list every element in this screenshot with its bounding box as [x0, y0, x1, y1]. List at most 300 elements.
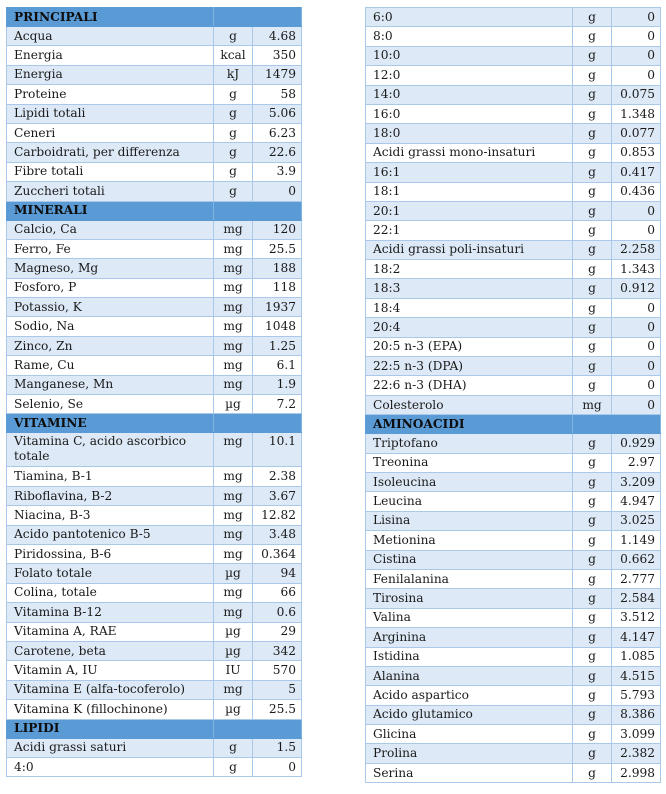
nutrient-name: Niacina, B-3	[7, 506, 214, 525]
nutrient-name: Arginina	[366, 628, 573, 647]
nutrient-unit: g	[573, 46, 612, 65]
nutrient-unit: µg	[214, 395, 253, 414]
nutrient-row	[366, 182, 661, 201]
nutrient-value: 0	[253, 182, 302, 201]
nutrient-unit: mg	[214, 375, 253, 394]
section-title: AMINOACIDI	[366, 415, 573, 434]
nutrient-value: 3.48	[253, 525, 302, 544]
nutrient-value: 4.515	[612, 666, 661, 685]
nutrient-row	[7, 162, 302, 181]
nutrient-name: Valina	[366, 608, 573, 627]
nutrient-value: 0.075	[612, 85, 661, 104]
nutrient-unit: g	[214, 738, 253, 757]
nutrient-value: 58	[253, 85, 302, 104]
nutrient-name: Calcio, Ca	[7, 220, 214, 239]
nutrient-value: 3.512	[612, 608, 661, 627]
nutrient-name: Acidi grassi saturi	[7, 738, 214, 757]
nutrient-unit: g	[573, 569, 612, 588]
nutrient-value: 0.662	[612, 550, 661, 569]
nutrient-name: Lisina	[366, 511, 573, 530]
nutrient-unit: g	[573, 163, 612, 182]
nutrient-name: Carotene, beta	[7, 641, 214, 660]
section-header-blank	[573, 415, 661, 434]
nutrient-row	[366, 628, 661, 647]
nutrient-value: 0	[612, 27, 661, 46]
nutrient-unit: g	[214, 123, 253, 142]
nutrient-row	[366, 8, 661, 27]
nutrient-row	[7, 375, 302, 394]
nutrient-row	[366, 569, 661, 588]
nutrient-value: 0.912	[612, 279, 661, 298]
nutrient-name: Vitamina K (fillochinone)	[7, 700, 214, 719]
nutrient-value: 1.343	[612, 260, 661, 279]
nutrient-row	[7, 680, 302, 699]
nutrient-value: 118	[253, 278, 302, 297]
nutrient-value: 0	[612, 357, 661, 376]
nutrient-value: 0	[612, 337, 661, 356]
nutrient-value: 0	[612, 395, 661, 414]
nutrient-name: 12:0	[366, 66, 573, 85]
nutrient-value: 6.23	[253, 123, 302, 142]
nutrient-value: 0	[612, 201, 661, 220]
nutrient-row	[7, 738, 302, 757]
nutrient-unit: g	[573, 8, 612, 27]
nutrient-row	[366, 725, 661, 744]
nutrient-unit: mg	[214, 298, 253, 317]
nutrient-row	[7, 506, 302, 525]
nutrient-value: 0	[612, 376, 661, 395]
nutrient-value: 1048	[253, 317, 302, 336]
nutrient-name: Ferro, Fe	[7, 239, 214, 258]
nutrient-value: 4.68	[253, 27, 302, 46]
nutrient-value: 22.6	[253, 143, 302, 162]
nutrient-row	[7, 622, 302, 641]
section-header-blank	[214, 414, 302, 433]
section-title: MINERALI	[7, 201, 214, 220]
nutrient-row	[7, 65, 302, 84]
nutrient-unit: g	[214, 143, 253, 162]
nutrient-value: 0	[612, 66, 661, 85]
nutrient-row	[366, 395, 661, 414]
nutrient-name: Piridossina, B-6	[7, 544, 214, 563]
nutrient-row	[7, 757, 302, 776]
nutrient-row	[7, 46, 302, 65]
nutrient-unit: µg	[214, 622, 253, 641]
nutrient-name: Sodio, Na	[7, 317, 214, 336]
nutrient-name: Colesterolo	[366, 395, 573, 414]
nutrient-row	[7, 467, 302, 486]
nutrient-unit: mg	[214, 239, 253, 258]
nutrient-unit: g	[214, 162, 253, 181]
nutrient-name: Manganese, Mn	[7, 375, 214, 394]
nutrient-row	[7, 182, 302, 201]
nutrient-name: Ceneri	[7, 123, 214, 142]
nutrient-name: 18:0	[366, 124, 573, 143]
nutrient-row	[7, 356, 302, 375]
nutrient-value: 3.209	[612, 472, 661, 491]
nutrient-row	[7, 603, 302, 622]
nutrient-name: 8:0	[366, 27, 573, 46]
nutrient-value: 25.5	[253, 700, 302, 719]
nutrient-unit: g	[573, 85, 612, 104]
section-header	[7, 8, 302, 27]
nutrient-row	[366, 453, 661, 472]
nutrient-unit: g	[573, 337, 612, 356]
section-title: LIPIDI	[7, 719, 214, 738]
nutrient-value: 1937	[253, 298, 302, 317]
nutrient-row	[7, 583, 302, 602]
nutrient-name: 18:3	[366, 279, 573, 298]
nutrient-name: Folato totale	[7, 564, 214, 583]
nutrient-name: Cistina	[366, 550, 573, 569]
section-title: PRINCIPALI	[7, 8, 214, 27]
nutrient-unit: g	[573, 550, 612, 569]
nutrient-name: Selenio, Se	[7, 395, 214, 414]
nutrient-unit: g	[573, 143, 612, 162]
nutrient-name: Fibre totali	[7, 162, 214, 181]
nutrient-row	[366, 744, 661, 763]
nutrient-name: Fosforo, P	[7, 278, 214, 297]
nutrient-unit: µg	[214, 641, 253, 660]
nutrient-row	[7, 700, 302, 719]
nutrient-value: 5	[253, 680, 302, 699]
nutrient-name: 18:1	[366, 182, 573, 201]
nutrient-unit: g	[214, 757, 253, 776]
nutrient-unit: g	[573, 298, 612, 317]
nutrient-unit: mg	[214, 680, 253, 699]
nutrient-row	[7, 641, 302, 660]
nutrient-value: 0.6	[253, 603, 302, 622]
nutrient-unit: g	[573, 221, 612, 240]
nutrient-value: 570	[253, 661, 302, 680]
nutrient-unit: mg	[214, 486, 253, 505]
nutrient-row	[366, 27, 661, 46]
nutrient-value: 3.025	[612, 511, 661, 530]
nutrient-name: Serina	[366, 763, 573, 782]
nutrient-row	[7, 239, 302, 258]
nutrient-unit: mg	[214, 220, 253, 239]
nutrient-value: 3.67	[253, 486, 302, 505]
nutrient-row	[366, 492, 661, 511]
nutrient-name: Energia	[7, 65, 214, 84]
nutrient-name: 10:0	[366, 46, 573, 65]
nutrient-unit: g	[573, 434, 612, 453]
nutrient-value: 0	[612, 46, 661, 65]
nutrient-value: 6.1	[253, 356, 302, 375]
nutrient-name: Zinco, Zn	[7, 336, 214, 355]
section-header	[7, 201, 302, 220]
nutrient-unit: mg	[214, 544, 253, 563]
nutrient-row	[366, 163, 661, 182]
nutrient-name: 22:1	[366, 221, 573, 240]
nutrient-name: Metionina	[366, 531, 573, 550]
nutrient-row	[7, 278, 302, 297]
nutrient-value: 0	[612, 298, 661, 317]
nutrient-unit: mg	[214, 259, 253, 278]
nutrient-name: 20:5 n-3 (EPA)	[366, 337, 573, 356]
nutrient-unit: mg	[214, 525, 253, 544]
nutrient-name: Zuccheri totali	[7, 182, 214, 201]
nutrient-value: 5.06	[253, 104, 302, 123]
nutrient-row	[366, 357, 661, 376]
nutrient-value: 94	[253, 564, 302, 583]
nutrient-value: 2.258	[612, 240, 661, 259]
nutrient-row	[7, 544, 302, 563]
nutrient-row	[7, 317, 302, 336]
nutrition-table-left	[6, 7, 302, 777]
nutrient-name: Riboflavina, B-2	[7, 486, 214, 505]
nutrient-name: Colina, totale	[7, 583, 214, 602]
nutrient-unit: g	[573, 531, 612, 550]
nutrient-unit: g	[214, 104, 253, 123]
nutrient-unit: kcal	[214, 46, 253, 65]
nutrient-unit: mg	[214, 356, 253, 375]
nutrient-name: Prolina	[366, 744, 573, 763]
nutrient-name: Acqua	[7, 27, 214, 46]
nutrient-row	[366, 686, 661, 705]
nutrient-row	[7, 259, 302, 278]
nutrient-name: Carboidrati, per differenza	[7, 143, 214, 162]
section-header	[7, 719, 302, 738]
nutrient-unit: mg	[214, 506, 253, 525]
nutrient-unit: g	[573, 376, 612, 395]
nutrient-unit: g	[573, 744, 612, 763]
nutrient-row	[366, 66, 661, 85]
nutrient-name: 18:4	[366, 298, 573, 317]
nutrient-row	[366, 201, 661, 220]
nutrient-value: 4.147	[612, 628, 661, 647]
nutrient-unit: g	[573, 27, 612, 46]
nutrient-value: 1479	[253, 65, 302, 84]
nutrition-table-right	[365, 7, 661, 783]
nutrient-value: 342	[253, 641, 302, 660]
nutrient-value: 3.9	[253, 162, 302, 181]
nutrient-value: 0	[612, 221, 661, 240]
nutrient-value: 2.777	[612, 569, 661, 588]
nutrient-value: 0.436	[612, 182, 661, 201]
nutrient-unit: g	[573, 725, 612, 744]
nutrient-unit: g	[573, 201, 612, 220]
nutrient-name: Vitamina A, RAE	[7, 622, 214, 641]
nutrient-row	[7, 564, 302, 583]
nutrient-row	[366, 608, 661, 627]
nutrient-value: 1.085	[612, 647, 661, 666]
nutrient-unit: g	[573, 240, 612, 259]
nutrient-row	[366, 85, 661, 104]
nutrient-value: 5.793	[612, 686, 661, 705]
nutrient-name: 20:1	[366, 201, 573, 220]
nutrient-unit: mg	[214, 433, 253, 467]
nutrient-row	[7, 85, 302, 104]
nutrient-name: Fenilalanina	[366, 569, 573, 588]
nutrient-name: 16:1	[366, 163, 573, 182]
nutrient-row	[366, 589, 661, 608]
nutrient-unit: g	[573, 492, 612, 511]
nutrient-row	[366, 511, 661, 530]
nutrient-row	[7, 395, 302, 414]
nutrient-name: Tiamina, B-1	[7, 467, 214, 486]
nutrient-value: 0	[612, 318, 661, 337]
nutrient-value: 350	[253, 46, 302, 65]
nutrient-unit: g	[573, 104, 612, 123]
nutrient-name: 6:0	[366, 8, 573, 27]
nutrient-unit: g	[573, 357, 612, 376]
nutrient-unit: g	[573, 763, 612, 782]
nutrient-value: 29	[253, 622, 302, 641]
nutrient-row	[366, 550, 661, 569]
nutrient-name: Tirosina	[366, 589, 573, 608]
nutrient-unit: g	[573, 182, 612, 201]
nutrient-name: Magneso, Mg	[7, 259, 214, 278]
nutrient-unit: g	[573, 453, 612, 472]
nutrient-name: Istidina	[366, 647, 573, 666]
nutrient-unit: kJ	[214, 65, 253, 84]
nutrient-row	[366, 531, 661, 550]
nutrient-name: 14:0	[366, 85, 573, 104]
nutrient-name: Proteine	[7, 85, 214, 104]
nutrient-value: 4.947	[612, 492, 661, 511]
nutrient-unit: mg	[214, 583, 253, 602]
nutrient-unit: mg	[214, 603, 253, 622]
nutrient-value: 0.417	[612, 163, 661, 182]
nutrient-row	[366, 376, 661, 395]
nutrient-unit: mg	[214, 317, 253, 336]
nutrient-unit: g	[573, 511, 612, 530]
nutrient-name: Lipidi totali	[7, 104, 214, 123]
nutrient-value: 8.386	[612, 705, 661, 724]
nutrient-value: 1.149	[612, 531, 661, 550]
nutrient-value: 3.099	[612, 725, 661, 744]
nutrient-name: Potassio, K	[7, 298, 214, 317]
nutrient-name: Alanina	[366, 666, 573, 685]
nutrient-row	[366, 666, 661, 685]
section-header-blank	[214, 201, 302, 220]
nutrient-name: Acido pantotenico B-5	[7, 525, 214, 544]
nutrient-name: Leucina	[366, 492, 573, 511]
nutrient-value: 2.382	[612, 744, 661, 763]
nutrient-unit: g	[214, 85, 253, 104]
nutrient-row	[7, 27, 302, 46]
nutrient-row	[366, 240, 661, 259]
nutrient-value: 2.584	[612, 589, 661, 608]
nutrient-row	[366, 434, 661, 453]
nutrient-value: 2.998	[612, 763, 661, 782]
nutrient-value: 1.5	[253, 738, 302, 757]
nutrient-name: Vitamina E (alfa-tocoferolo)	[7, 680, 214, 699]
nutrient-unit: µg	[214, 564, 253, 583]
nutrient-value: 0.929	[612, 434, 661, 453]
nutrient-name: Vitamin A, IU	[7, 661, 214, 680]
nutrient-name: 22:5 n-3 (DPA)	[366, 357, 573, 376]
nutrient-row	[7, 661, 302, 680]
section-title: VITAMINE	[7, 414, 214, 433]
nutrient-name: Isoleucina	[366, 472, 573, 491]
nutrient-unit: g	[573, 628, 612, 647]
nutrient-value: 2.97	[612, 453, 661, 472]
nutrient-value: 10.1	[253, 433, 302, 467]
nutrient-unit: g	[573, 124, 612, 143]
nutrient-value: 0.364	[253, 544, 302, 563]
nutrient-value: 1.9	[253, 375, 302, 394]
nutrient-row	[366, 260, 661, 279]
nutrient-name: Acido glutamico	[366, 705, 573, 724]
nutrient-value: 0.853	[612, 143, 661, 162]
nutrient-value: 25.5	[253, 239, 302, 258]
nutrient-row	[7, 486, 302, 505]
section-header	[366, 415, 661, 434]
nutrient-name: 4:0	[7, 757, 214, 776]
nutrient-name: Acido aspartico	[366, 686, 573, 705]
nutrient-unit: g	[214, 182, 253, 201]
section-header-blank	[214, 719, 302, 738]
nutrient-row	[366, 337, 661, 356]
nutrient-name: Acidi grassi mono-insaturi	[366, 143, 573, 162]
nutrient-value: 1.25	[253, 336, 302, 355]
nutrient-row	[366, 46, 661, 65]
nutrient-row	[7, 336, 302, 355]
nutrient-name: Acidi grassi poli-insaturi	[366, 240, 573, 259]
nutrient-row	[366, 472, 661, 491]
nutrient-unit: IU	[214, 661, 253, 680]
nutrient-value: 188	[253, 259, 302, 278]
nutrient-unit: mg	[214, 467, 253, 486]
nutrient-row	[7, 123, 302, 142]
nutrient-row	[366, 143, 661, 162]
nutrient-unit: g	[573, 705, 612, 724]
nutrient-unit: g	[573, 589, 612, 608]
nutrient-unit: g	[573, 66, 612, 85]
nutrient-unit: g	[573, 279, 612, 298]
nutrient-value: 7.2	[253, 395, 302, 414]
nutrient-row	[7, 143, 302, 162]
section-header	[7, 414, 302, 433]
nutrient-unit: g	[573, 472, 612, 491]
nutrient-unit: mg	[214, 278, 253, 297]
section-header-blank	[214, 8, 302, 27]
nutrient-name: 22:6 n-3 (DHA)	[366, 376, 573, 395]
nutrient-row	[7, 220, 302, 239]
nutrient-name: Triptofano	[366, 434, 573, 453]
nutrient-row	[7, 525, 302, 544]
nutrient-row	[366, 279, 661, 298]
nutrient-row	[7, 433, 302, 467]
nutrient-value: 0	[612, 8, 661, 27]
nutrient-name: Rame, Cu	[7, 356, 214, 375]
nutrient-value: 0.077	[612, 124, 661, 143]
nutrient-name: Vitamina C, acido ascorbico totale	[7, 433, 214, 467]
nutrient-row	[366, 221, 661, 240]
nutrient-value: 0	[253, 757, 302, 776]
nutrient-row	[366, 124, 661, 143]
nutrient-unit: µg	[214, 700, 253, 719]
nutrient-name: 16:0	[366, 104, 573, 123]
nutrient-row	[366, 318, 661, 337]
nutrient-unit: g	[573, 318, 612, 337]
nutrient-row	[366, 298, 661, 317]
nutrient-value: 66	[253, 583, 302, 602]
nutrient-name: Treonina	[366, 453, 573, 472]
nutrient-value: 12.82	[253, 506, 302, 525]
nutrient-row	[7, 104, 302, 123]
nutrient-unit: g	[573, 666, 612, 685]
nutrient-unit: mg	[214, 336, 253, 355]
nutrient-unit: g	[573, 647, 612, 666]
nutrient-value: 120	[253, 220, 302, 239]
nutrient-unit: g	[214, 27, 253, 46]
nutrient-unit: g	[573, 686, 612, 705]
nutrient-row	[366, 647, 661, 666]
nutrient-unit: mg	[573, 395, 612, 414]
